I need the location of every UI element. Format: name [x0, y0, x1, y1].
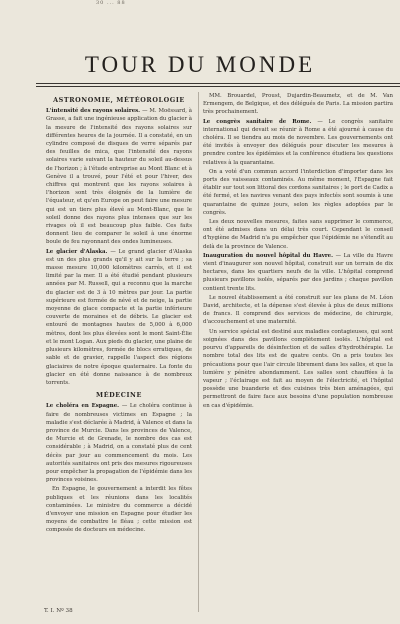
paragraph	[46, 107, 192, 246]
right-column	[203, 92, 393, 517]
paragraph	[46, 248, 192, 387]
masthead-title: TOUR DU MONDE	[84, 52, 316, 77]
paragraph-text: On a voté d'un commun accord l'interdiction d'importer dans les ports des vaisseaux contaminés. Au même moment, l'Espagne fait établir sur tout son littoral des cordons sanitaires ; le port de Cadix a été fermé, et les navires venant des pays infectés sont soumis à une quarantaine de quinze jours, selon les règles adoptées par le congrès.	[203, 168, 393, 216]
masthead-rule-thin	[36, 86, 400, 87]
running-head: 30 ... 88	[96, 0, 126, 6]
paragraph-text: — Le choléra continue à faire de nombreuses victimes en Espagne ; la maladie s'est déclarée à Madrid, à Valence et dans la province de Murcie. Dans les provinces de Valence, de Murcie et de Grenade, le nombre des cas est considérable ; à Madrid, on a constaté plus de cent décès par jour au commencement du mois. Les autorités sanitaires ont pris des mesures rigoureuses pour empêcher la propagation de l'épidémie dans les provinces voisines.	[46, 403, 192, 484]
paragraph-text: MM. Brouardel, Proust, Dujardin-Beaumetz, et de M. Van Ermengem, de Belgique, et des délégués de Paris. La mission partira très prochainement.	[203, 93, 393, 116]
paragraph-text: — Le congrès sanitaire international qui devait se réunir à Rome a été ajourné à cause du choléra. Il se tiendra au mois de novembre. Les gouvernements ont été invités à envoyer des délégués pour discuter les mesures à prendre contre les épidémies et la conférence étudiera les questions relatives à la quarantaine.	[203, 118, 393, 166]
article-heading: Inauguration du nouvel hôpital du Havre.	[203, 252, 336, 259]
paragraph-text: — M. Moëssard, à Grasse, a fait une ingénieuse application du glacier à la mesure de l'intensité des rayons solaires sur différentes heures de la journée. Il a constaté, en un cylindre composé de disques de verre séparés par des feuilles de mica, que l'intensité des rayons solaires varie suivant la hauteur du soleil au-dessus de l'horizon ; à l'étude entreprise au Mont Blanc et à Genève il a trouvé, pour l'été et pour l'hiver, des chiffres qui montrent que les rayons solaires à l'horizon sont très éloignés de la lumière de l'équateur, et qu'en Europe on peut faire une mesure qui est un tiers plus élevé au Mont-Blanc, que le soleil donne des rayons plus intenses que sur les rivages où il est beaucoup plus faible. Ces faits donnent lieu de comparer le soleil à une énorme boule de feu rayonnant des ondes lumineuses.	[46, 108, 192, 246]
paragraph-text: Les deux nouvelles mesures, faites sans supprimer le commerce, ont été admises dans un délai très court. Cependant le conseil d'hygiène de Madrid n'a pu empêcher que l'épidémie ne s'étendît au delà de la province de Valence.	[203, 219, 393, 250]
article-heading: Le glacier d'Alaska.	[46, 248, 111, 255]
column-separator	[198, 92, 199, 612]
left-column	[46, 92, 192, 622]
article-heading: Le choléra en Espagne.	[46, 403, 122, 410]
article-heading: Le congrès sanitaire de Rome.	[203, 118, 318, 125]
paragraph-text: — Le grand glacier d'Alaska est un des plus grands qu'il y ait sur la terre ; sa masse mesure 10,000 kilomètres carrés, et il est limité par la mer. Il a été étudié pendant plusieurs années par M. Russell, qui a reconnu que la marche du glacier est de 3 à 10 mètres par jour. La partie supérieure est formée de névé et de neige, la partie moyenne de glace compacte et la partie inférieure couverte de moraines et de débris. Le glacier est entouré de montagnes hautes de 5,000 à 6,000 mètres, dont les plus élevées sont le mont Saint-Élie et le mont Logan. Aux pieds du glacier, une plaine de plusieurs kilomètres, formée de blocs erratiques, de sable et de gravier, rappelle l'aspect des régions glaciaires de notre époque quaternaire. La fonte du glacier en été donne naissance à de nombreux torrents.	[46, 248, 192, 386]
paragraph	[203, 294, 393, 327]
article-heading: L'intensité des rayons solaires.	[46, 108, 143, 115]
paragraph	[203, 218, 393, 251]
paragraph	[46, 402, 192, 484]
paragraph	[46, 485, 192, 534]
paragraph	[203, 118, 393, 167]
paragraph-text: — La ville du Havre vient d'inaugurer son nouvel hôpital, construit sur un terrain de dix hectares, dans les quartiers neufs de la ville. L'hôpital comprend plusieurs pavillons isolés, séparés par des jardins ; chaque pavillon contient trente lits.	[203, 252, 393, 292]
masthead-rule	[36, 83, 400, 84]
paragraph	[203, 252, 393, 293]
section-heading: MÉDECINE	[96, 391, 142, 400]
section-heading: ASTRONOMIE, MÉTÉOROLOGIE	[53, 96, 185, 104]
paragraph-text: Un service spécial est destiné aux maladies contagieuses, qui sont soignées dans des pavillons complètement isolés. L'hôpital est pourvu d'appareils de désinfection et de salles d'hydrothérapie. Le nombre total des lits est de quatre cents. On a pris toutes les précautions pour que l'air circule librement dans les salles, et que la lumière y pénètre abondamment. Les salles sont chauffées à la vapeur ; l'éclairage est fait au moyen de l'électricité, et l'hôpital possède une buanderie et des cuisines très bien aménagées, qui permettront de faire face aux besoins d'une population nombreuse en cas d'épidémie.	[203, 328, 393, 409]
paragraph	[203, 328, 393, 410]
paragraph-text: Le nouvel établissement a été construit sur les plans de M. Léon David, architecte, et la dépense s'est élevée à plus de deux millions de francs. Il comprend des services de médecine, de chirurgie, d'accouchement et une maternité.	[203, 294, 393, 326]
page-footer: T. I. Nº 38	[44, 608, 73, 614]
paragraph	[203, 92, 393, 117]
paragraph	[203, 168, 393, 217]
paragraph-text: En Espagne, le gouvernement a interdit les fêtes publiques et les réunions dans les localités contaminées. Le ministre du commerce a décidé d'envoyer une mission en Espagne pour étudier les moyens de combattre le fléau ; cette mission est composée de docteurs en médecine.	[46, 486, 192, 534]
